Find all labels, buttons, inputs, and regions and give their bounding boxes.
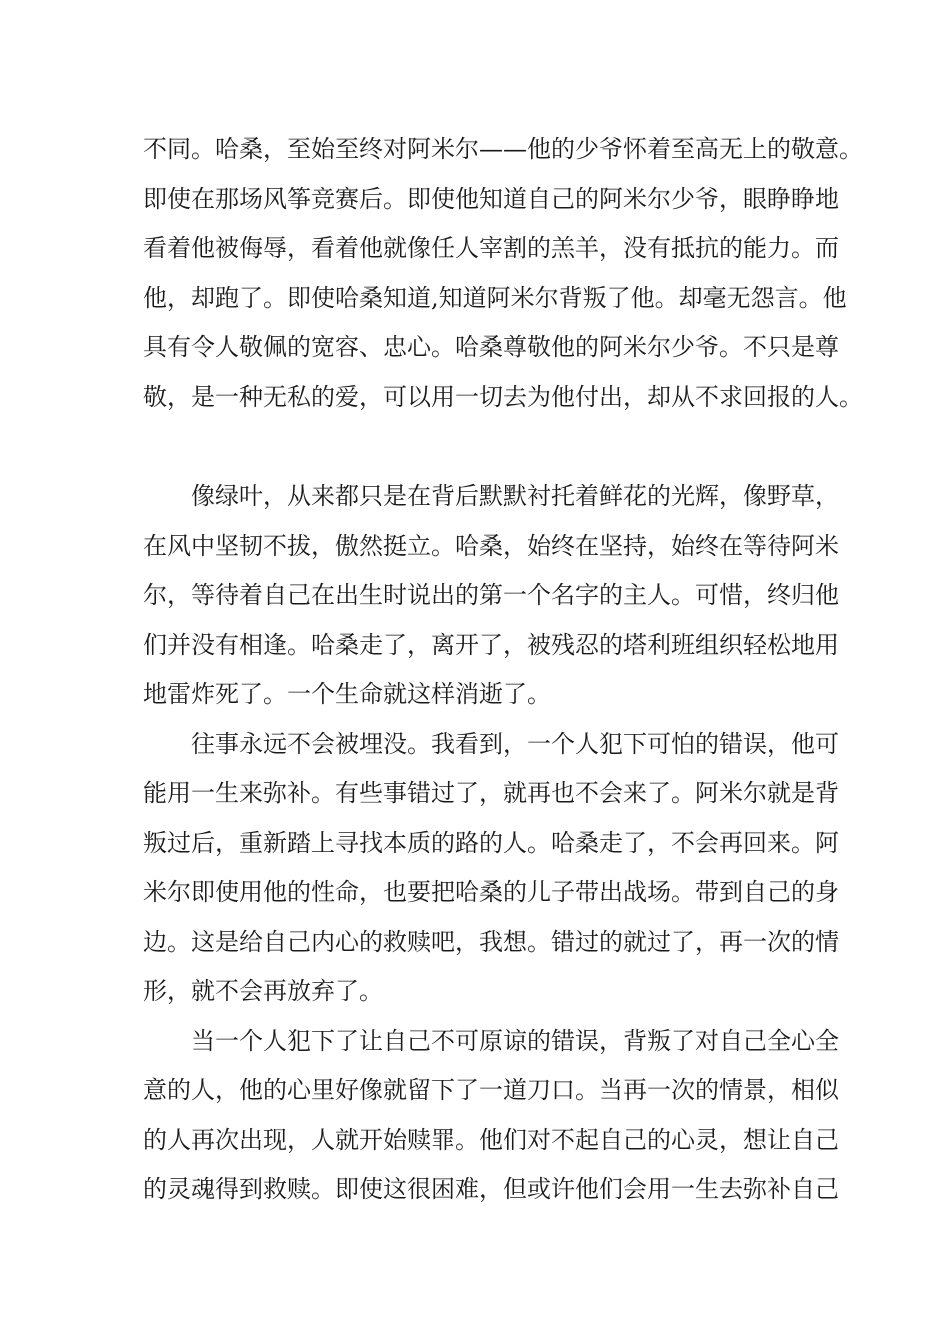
text-line: 在风中坚韧不拔，傲然挺立。哈桑，始终在坚持，始终在等待阿米 [143,531,839,560]
text-line: 的人再次出现，人就开始赎罪。他们对不起自己的心灵，想让自己 [143,1125,839,1154]
text-line: 即使在那场风筝竞赛后。即使他知道自己的阿米尔少爷，眼睁睁地 [143,184,839,213]
text-line: 能用一生来弥补。有些事错过了，就再也不会来了。阿米尔就是背 [143,779,839,807]
text-line: 形，就不会再放弃了。 [143,977,383,1005]
text-line: 叛过后，重新踏上寻找本质的路的人。哈桑走了，不会再回来。阿 [143,828,839,857]
text-line: 意的人，他的心里好像就留下了一道刀口。当再一次的情景，相似 [143,1076,839,1104]
text-line: 们并没有相逢。哈桑走了，离开了，被残忍的塔利班组织轻松地用 [143,630,839,659]
text-line: 看着他被侮辱，看着他就像任人宰割的羔羊，没有抵抗的能力。而 [143,234,839,262]
text-line: 像绿叶，从来都只是在背后默默衬托着鲜花的光辉，像野草， [143,482,839,510]
text-line: 的灵魂得到救赎。即使这很困难，但或许他们会用一生去弥补自己 [143,1175,839,1203]
text-line: 不同。哈桑，至始至终对阿米尔——他的少爷怀着至高无上的敬意。 [143,135,863,163]
paragraph-block-2 [143,472,839,1215]
text-line: 他，却跑了。即使哈桑知道,知道阿米尔背叛了他。却毫无怨言。他 [143,283,847,312]
paragraph-block-1 [143,125,863,422]
text-line: 边。这是给自己内心的救赎吧，我想。错过的就过了，再一次的情 [143,927,839,956]
text-line: 尔，等待着自己在出生时说出的第一个名字的主人。可惜，终归他 [143,581,839,609]
text-line: 具有令人敬佩的宽容、忠心。哈桑尊敬他的阿米尔少爷。不只是尊 [143,333,839,361]
text-line: 当一个人犯下了让自己不可原谅的错误，背叛了对自己全心全 [143,1026,839,1055]
text-line: 米尔即使用他的性命，也要把哈桑的儿子带出战场。带到自己的身 [143,878,839,906]
text-line: 往事永远不会被埋没。我看到，一个人犯下可怕的错误，他可 [143,729,839,758]
text-line: 地雷炸死了。一个生命就这样消逝了。 [143,680,551,708]
text-line: 敬，是一种无私的爱，可以用一切去为他付出，却从不求回报的人。 [143,382,863,411]
